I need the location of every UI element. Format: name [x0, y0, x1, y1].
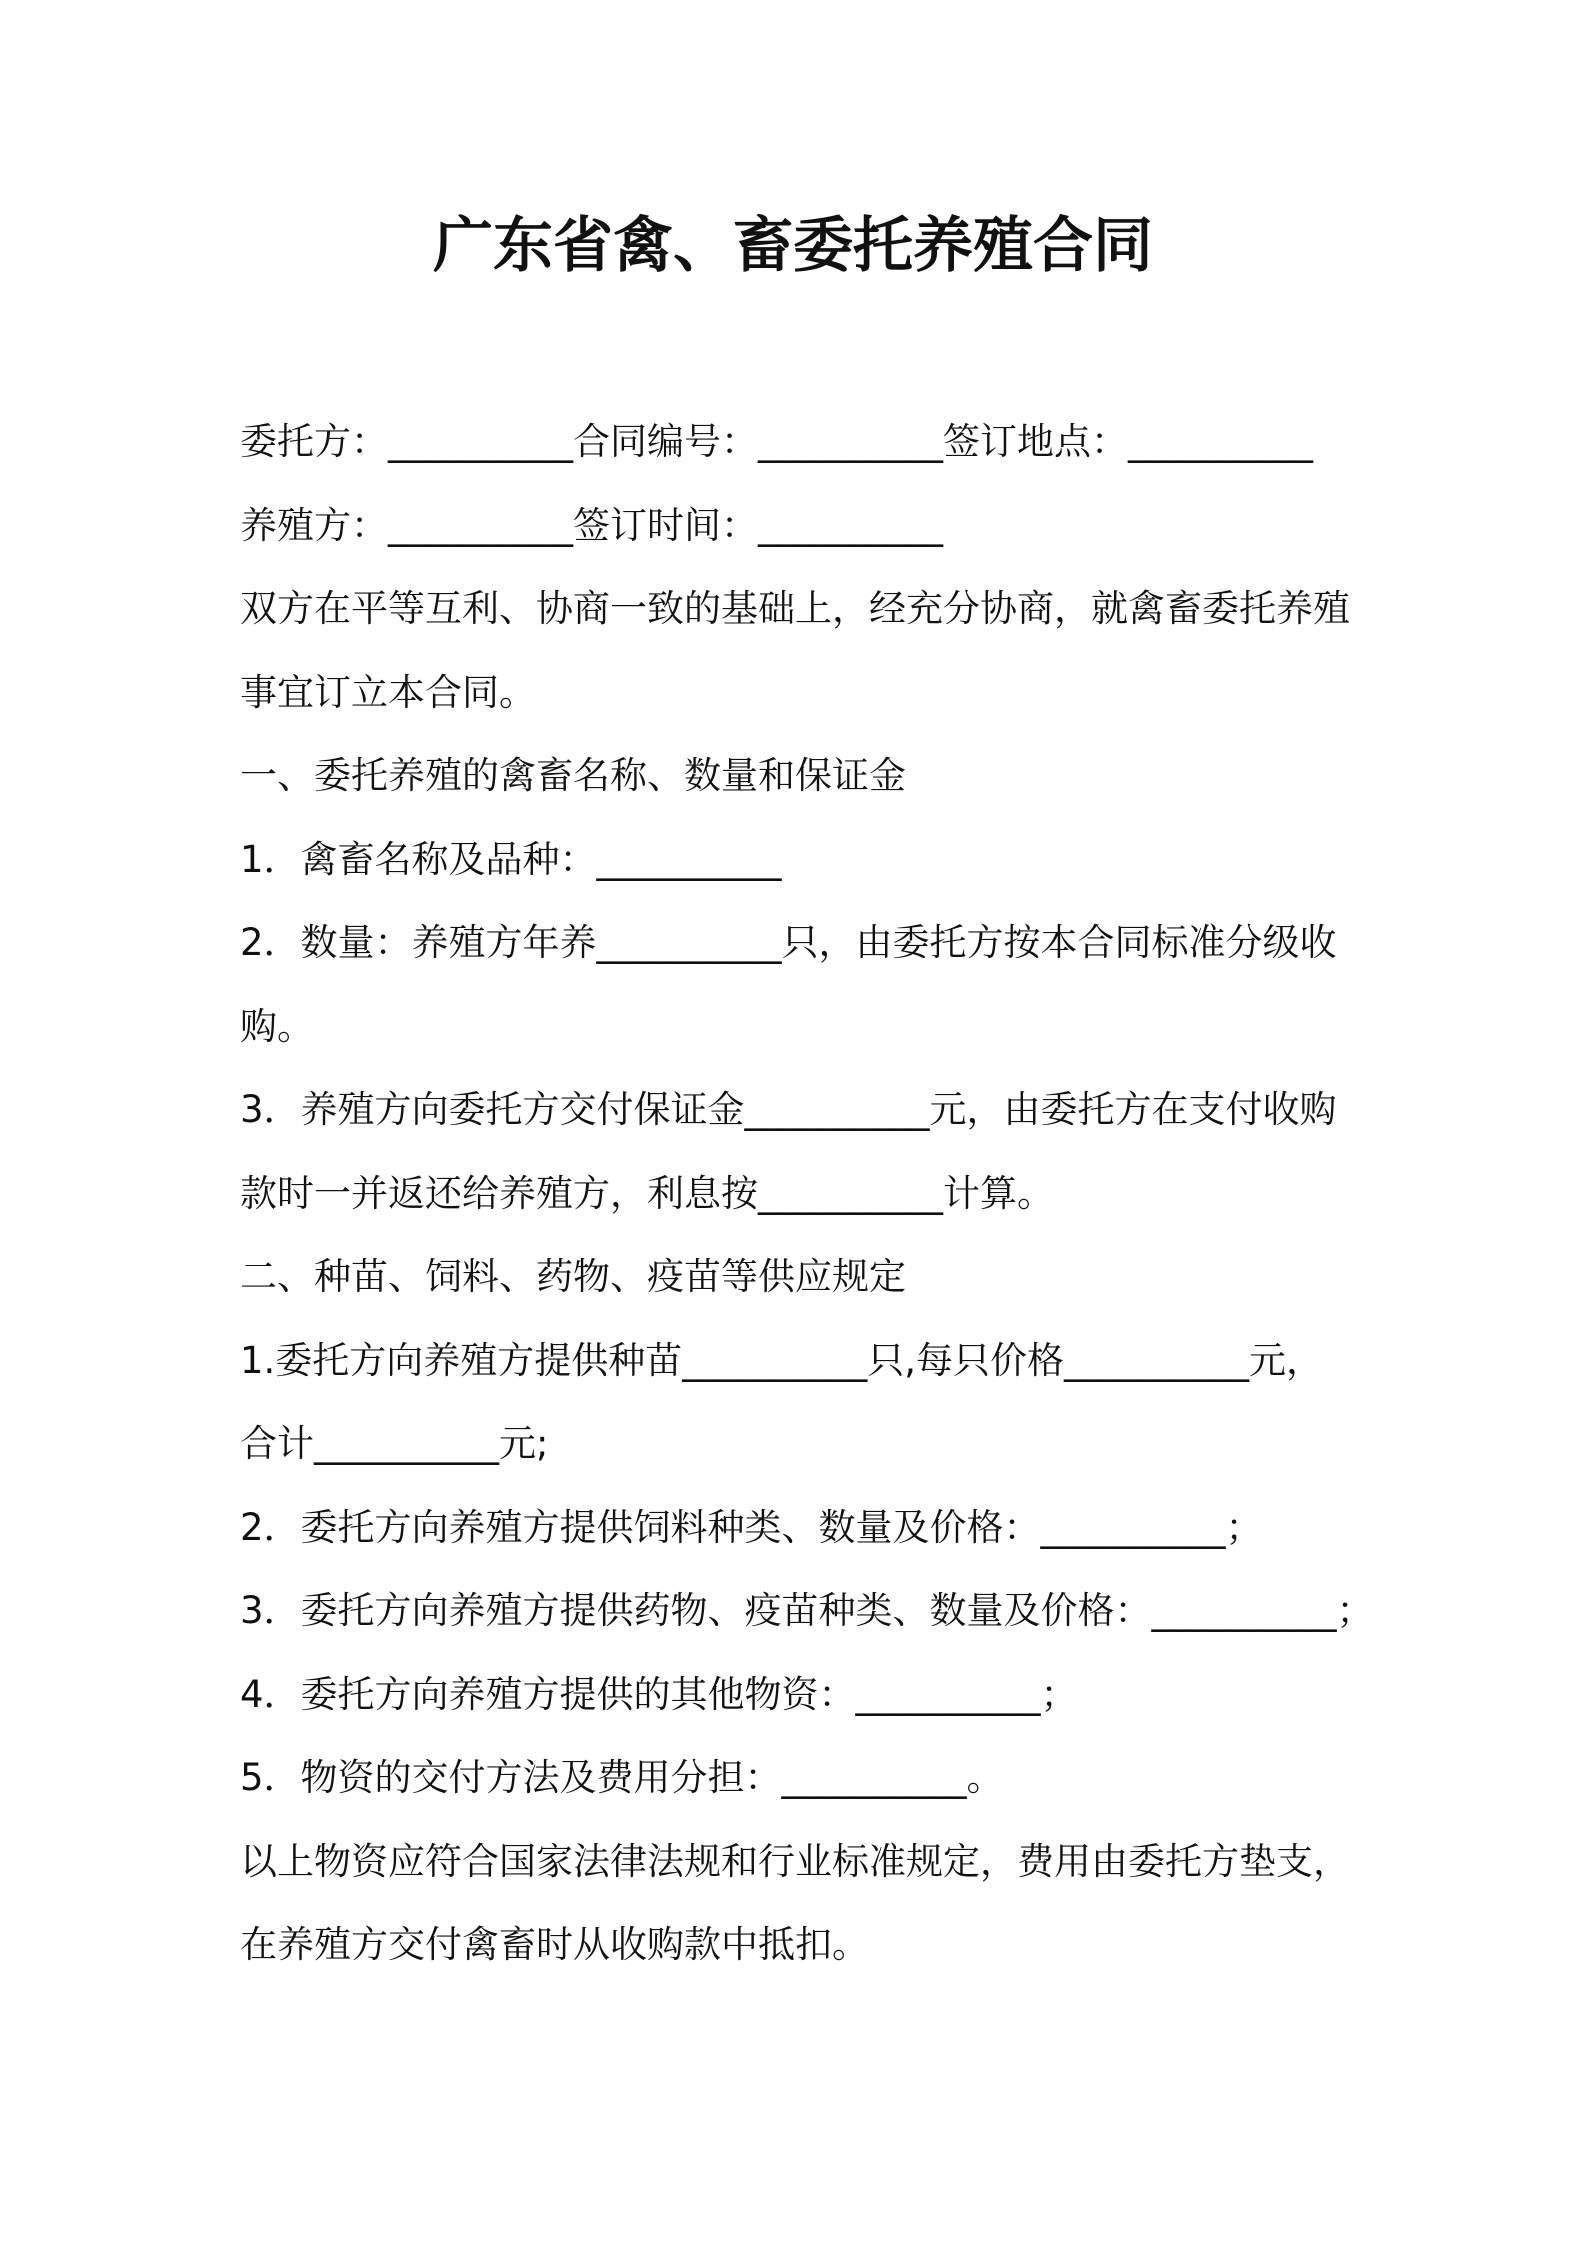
body-line: 事宜订立本合同。	[240, 670, 536, 714]
body-line: 在养殖方交付禽畜时从收购款中抵扣。	[240, 1923, 869, 1966]
header-row-1	[240, 400, 1360, 484]
body-line: 以上物资应符合国家法律法规和行业标准规定，费用由委托方垫支，	[240, 1839, 1350, 1883]
header-row-2	[240, 484, 1360, 568]
clause-line: 4．委托方向养殖方提供的其他物资：__________；	[240, 1672, 1078, 1716]
document-title: 广东省禽、畜委托养殖合同	[433, 211, 1153, 281]
sign-place-field: 签订地点：__________	[943, 420, 1313, 463]
clause-line: 2．数量：养殖方年养__________只，由委托方按本合同标准分级收	[240, 921, 1337, 964]
client-field: 委托方：__________	[240, 420, 573, 463]
contract-number-field: 合同编号：__________	[573, 420, 943, 463]
clause-line: 购。	[240, 1004, 314, 1048]
document-body	[240, 400, 1374, 1987]
clause-line: 1．禽畜名称及品种：__________	[240, 837, 782, 881]
clause-line: 5．物资的交付方法及费用分担：__________。	[240, 1756, 1004, 1799]
clause-line: 2．委托方向养殖方提供饲料种类、数量及价格：__________；	[240, 1505, 1263, 1549]
body-line: 双方在平等互利、协商一致的基础上，经充分协商，就禽畜委托养殖	[240, 587, 1350, 630]
clause-line: 3．委托方向养殖方提供药物、疫苗种类、数量及价格：__________；	[240, 1589, 1374, 1632]
clause-line: 款时一并返还给养殖方，利息按__________计算。	[240, 1171, 1054, 1215]
sign-time-field: 签订时间：__________	[573, 503, 943, 547]
clause-line: 3．养殖方向委托方交付保证金__________元，由委托方在支付收购	[240, 1088, 1337, 1131]
section-heading-1: 一、委托养殖的禽畜名称、数量和保证金	[240, 754, 906, 797]
breeder-field: 养殖方：__________	[240, 503, 573, 547]
clause-line: 1.委托方向养殖方提供种苗__________只,每只价格__________元，	[240, 1338, 1324, 1382]
section-heading-2: 二、种苗、饲料、药物、疫苗等供应规定	[240, 1255, 906, 1298]
clause-line: 合计__________元;	[240, 1422, 549, 1465]
